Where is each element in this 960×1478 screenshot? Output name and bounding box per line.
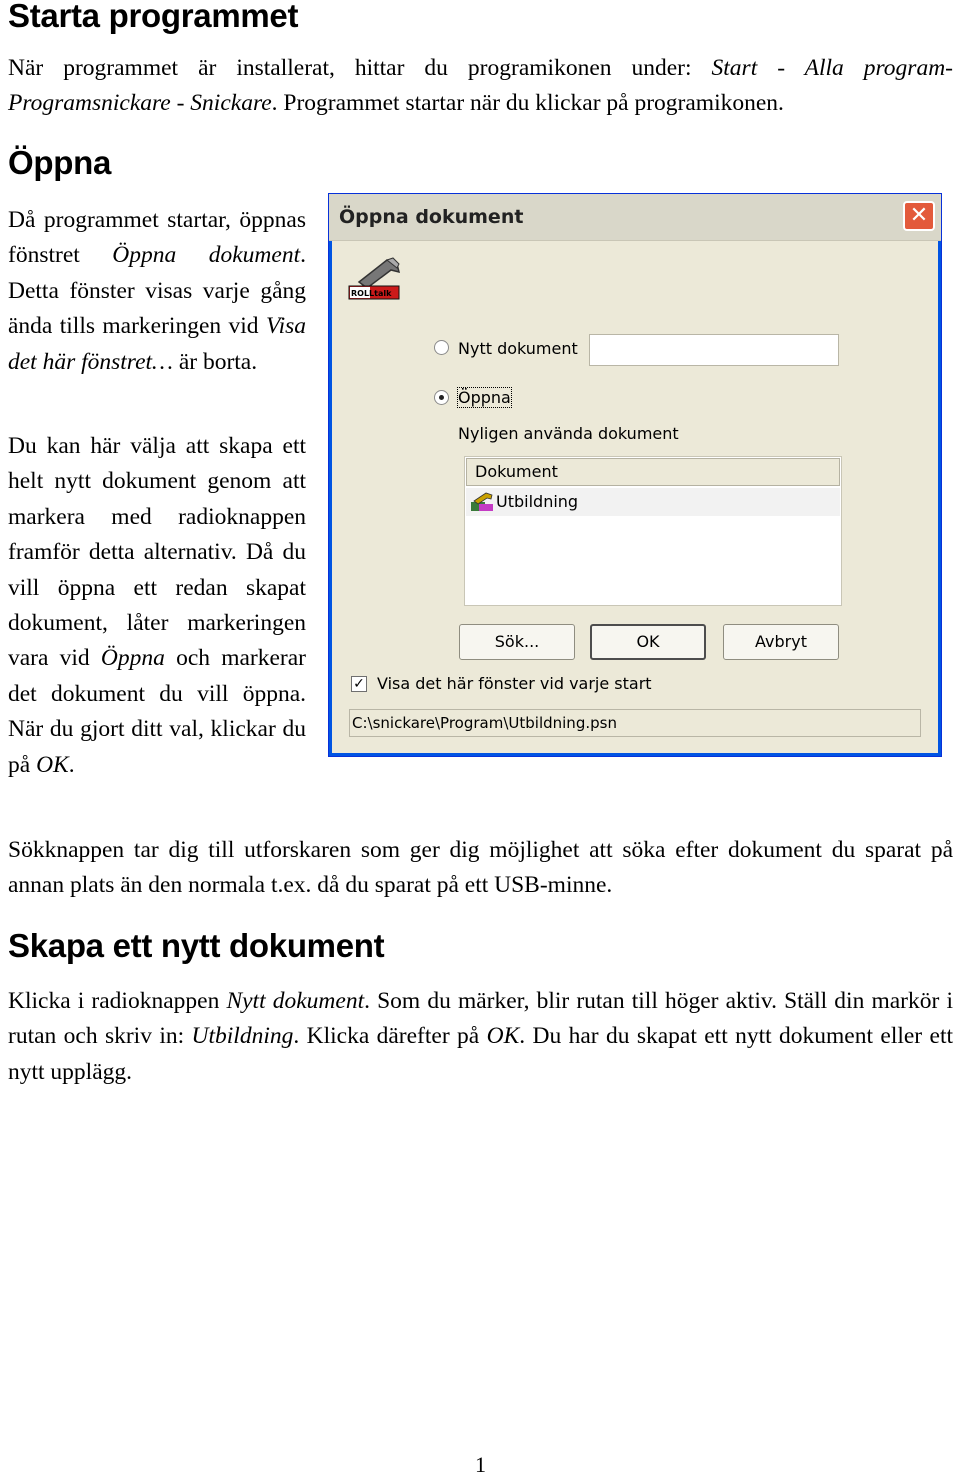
rolltalk-logo: [347, 256, 403, 304]
logo-text: ROLLtalk: [351, 289, 392, 298]
recent-documents-list[interactable]: [464, 456, 842, 606]
list-column-header[interactable]: Dokument: [466, 458, 840, 486]
heading-starta-programmet: Starta programmet: [8, 0, 299, 34]
heading-oppna: Öppna: [8, 144, 111, 181]
show-on-start-label[interactable]: Visa det här fönster vid varje start: [377, 674, 652, 693]
new-document-name-input[interactable]: [589, 334, 839, 366]
close-icon[interactable]: ✕: [903, 201, 935, 231]
document-icon: [470, 492, 496, 512]
list-item[interactable]: [466, 488, 840, 516]
heading-skapa-nytt-dokument: Skapa ett nytt dokument: [8, 927, 385, 964]
file-path-field: C:\snickare\Program\Utbildning.psn: [349, 709, 921, 737]
paragraph-sokknappen: Sökknappen tar dig till utforskaren som ger dig möjlighet att söka efter dokument du sparat på annan plats än den normala t.ex. då du sparat på ett USB-minne.: [8, 837, 953, 899]
cancel-button[interactable]: Avbryt: [723, 624, 839, 660]
search-button[interactable]: Sök...: [459, 624, 575, 660]
list-item-label: Utbildning: [496, 492, 579, 511]
dialog-title: Öppna dokument: [339, 206, 524, 228]
paragraph-skapa: Klicka i radioknappen Nytt dokument. Som du märker, blir rutan till höger aktiv. Ställ din markör i rutan och skriv in: Utbildning. Klicka därefter på OK. Du har du skapat ett nytt dokument eller ett nytt upplägg.: [8, 988, 953, 1085]
radio-new-document-label[interactable]: Nytt dokument: [458, 339, 578, 358]
dialog-titlebar[interactable]: [329, 194, 941, 241]
paragraph-oppna-choose: Du kan här välja att skapa ett helt nytt dokument genom att markera med radioknappen framför detta alternativ. Då du vill öppna ett redan skapat dokument, låter markeringen vara vid Öppna och markerar det dokument du vill öppna. När du gjort ditt val, klickar du på OK.: [8, 433, 306, 778]
radio-open-label[interactable]: Öppna: [458, 388, 511, 407]
recent-documents-label: Nyligen använda dokument: [458, 424, 679, 443]
page-number: 1: [475, 1452, 486, 1477]
radio-new-document[interactable]: [434, 340, 449, 355]
ok-button[interactable]: OK: [590, 624, 706, 660]
open-document-dialog: [328, 193, 942, 757]
paragraph-oppna-intro: Då programmet startar, öppnas fönstret Öppna dokument. Detta fönster visas varje gång ända tills markeringen vid Visa det här fönstret… är borta.: [8, 207, 306, 375]
show-on-start-checkbox[interactable]: ✓: [351, 676, 367, 692]
radio-open[interactable]: [434, 390, 449, 405]
paragraph-starta: När programmet är installerat, hittar du programikonen under: Start - Alla program-Programsnickare - Snickare. Programmet startar när du klickar på programikonen.: [8, 55, 953, 117]
